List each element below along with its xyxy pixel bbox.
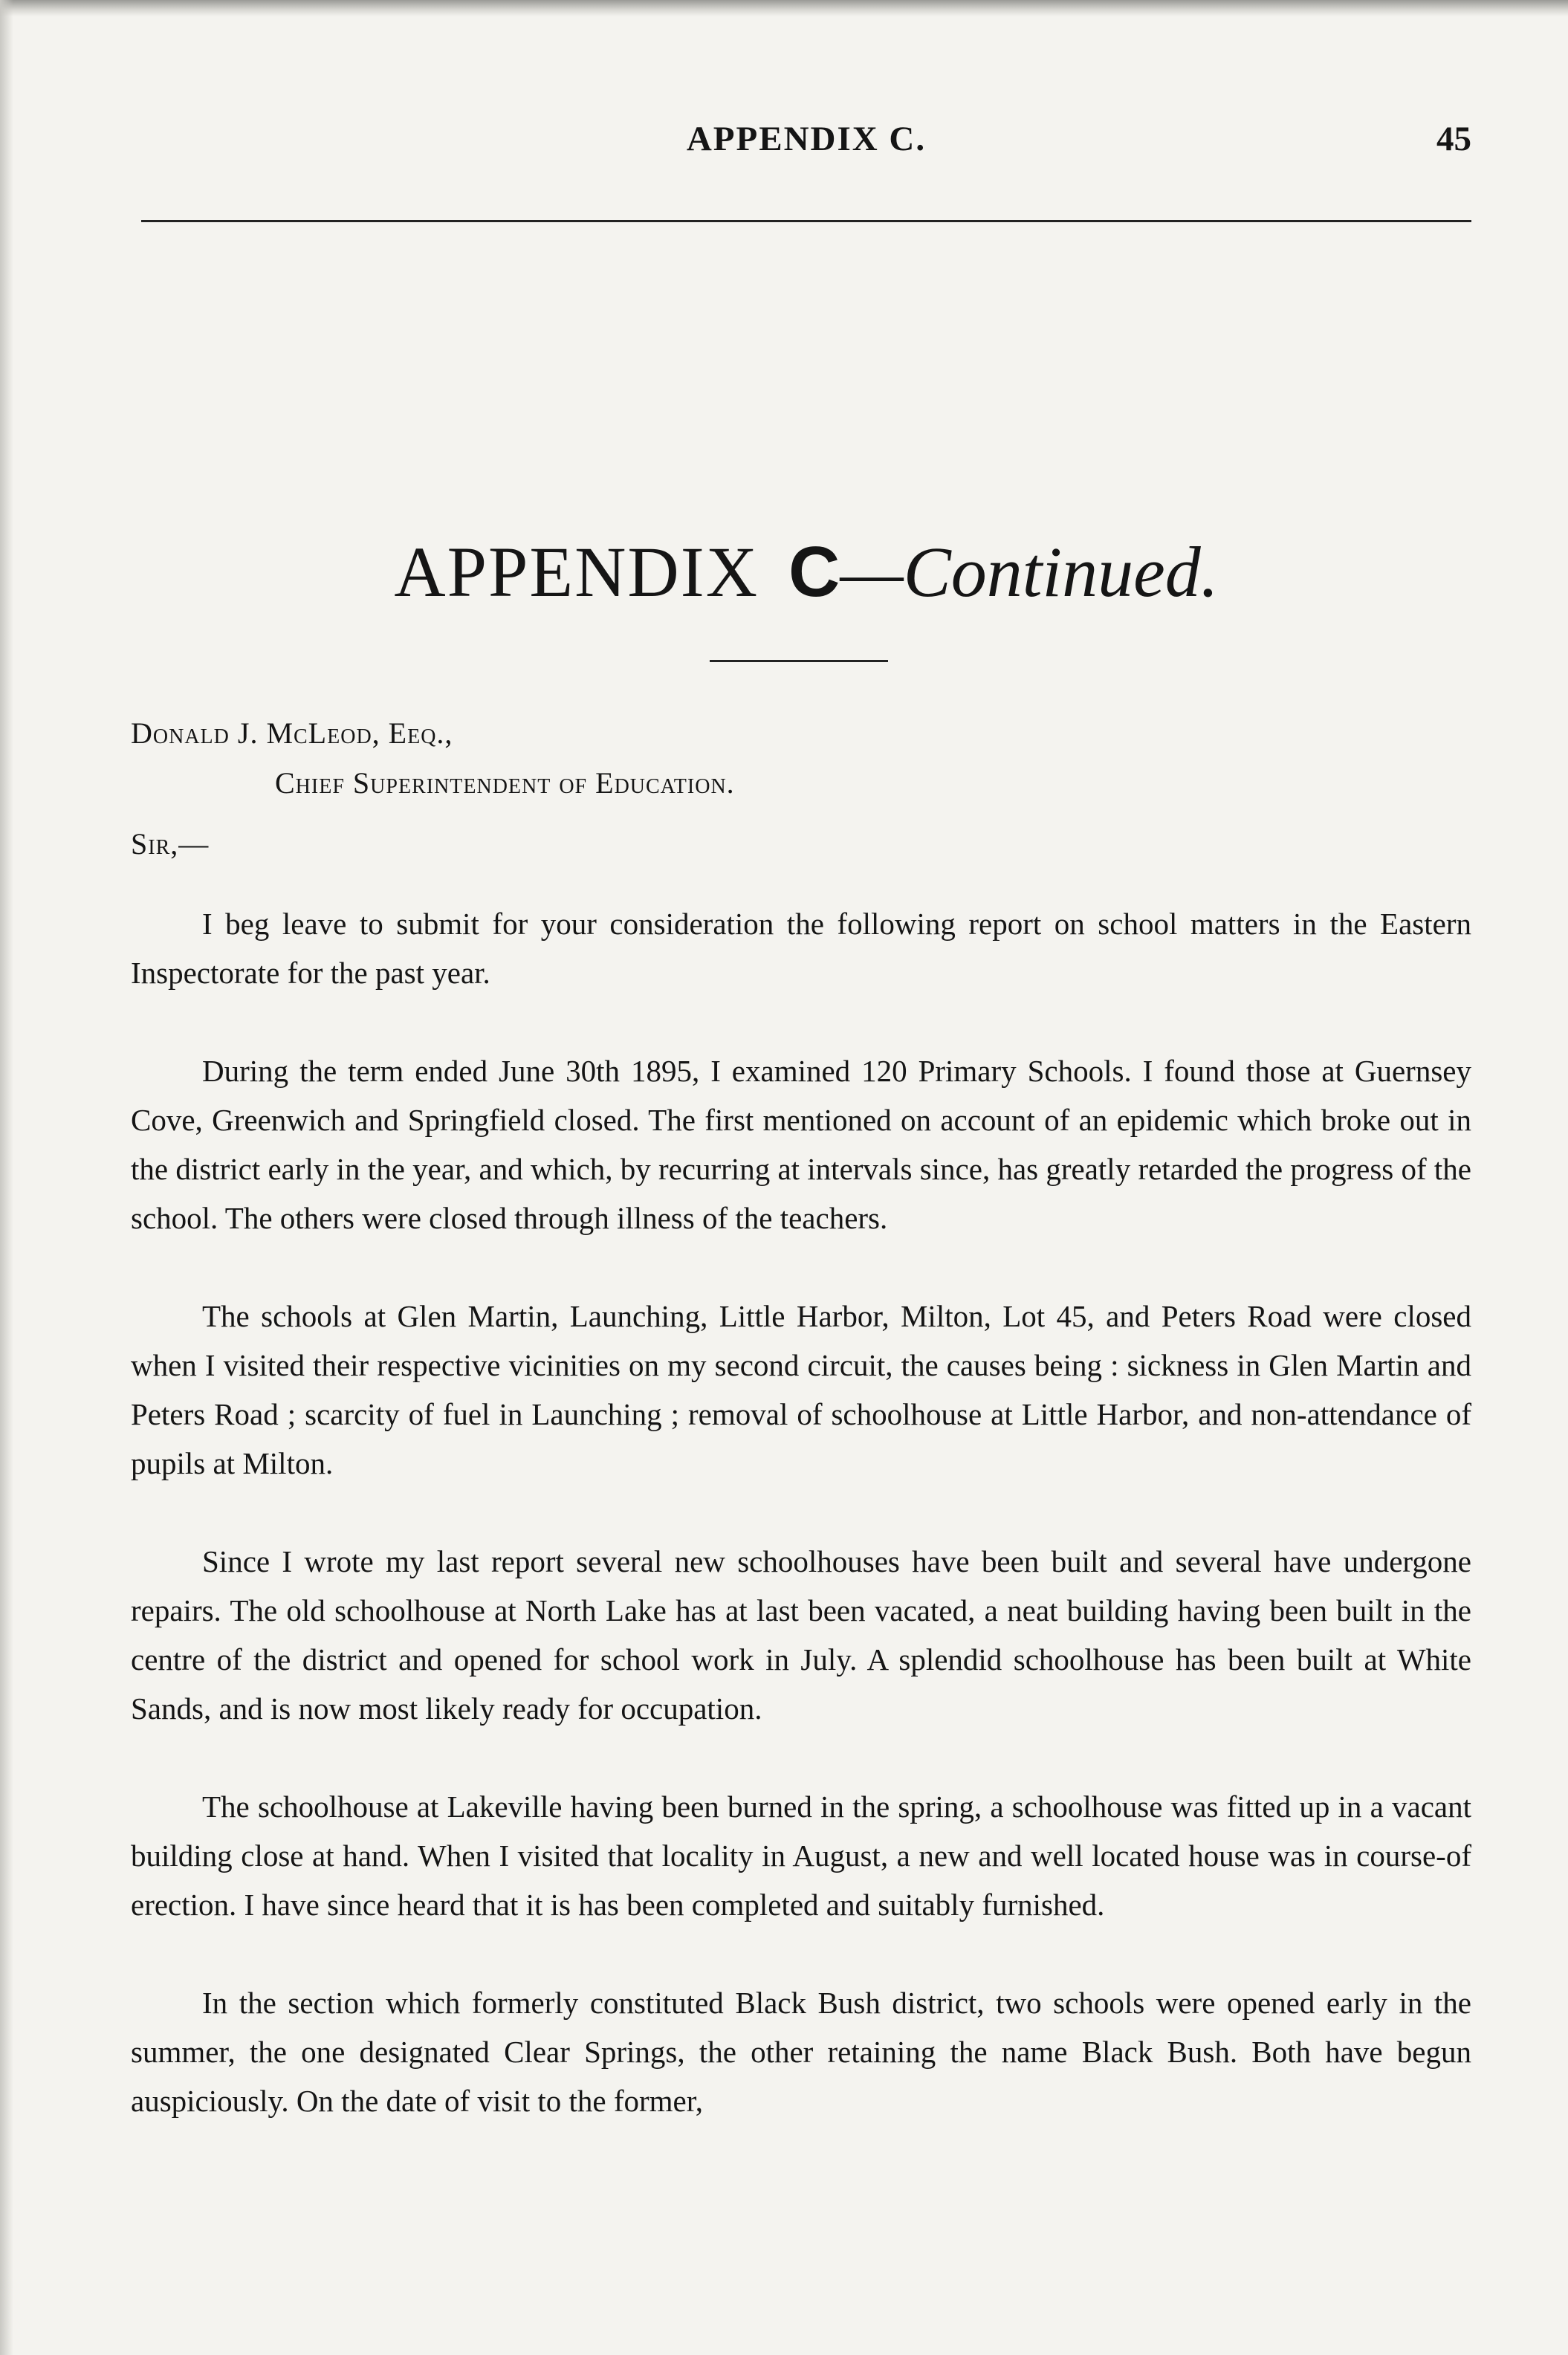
page-number: 45 (1436, 120, 1471, 158)
paragraph: I beg leave to submit for your consideration the following report on school matters in the Eastern Inspectorate for the past year. (131, 907, 1471, 990)
header-rule (141, 220, 1471, 222)
running-title: APPENDIX C. (686, 120, 927, 158)
addressee: Donald J. McLeod, Eeq., (131, 716, 453, 750)
running-header (141, 119, 1471, 171)
paragraph: The schoolhouse at Lakeville having been burned in the spring, a schoolhouse was fitted up in a vacant building close at hand. When I visited that locality in August, a new and well located house was in course-of erection. I have since heard that it is has been completed and suitably furnished. (131, 1789, 1471, 1922)
paragraph: During the term ended June 30th 1895, I examined 120 Primary Schools. I found those at Guernsey Cove, Greenwich and Springfield closed. The first mentioned on account of an epidemic which broke out in the district early in the year, and which, by recurring at intervals since, has greatly retarded the progress of the school. The others were closed through illness of the teachers. (131, 1054, 1471, 1235)
letter-body (131, 899, 1471, 2174)
salutation: Sir,— (131, 827, 210, 861)
section-title-letter: C (788, 532, 840, 612)
section-title (141, 531, 1471, 613)
addressee-office: Chief Superintendent of Education. (275, 766, 735, 800)
paragraph: Since I wrote my last report several new schoolhouses have been built and several have undergone repairs. The old schoolhouse at North Lake has at last been vacated, a neat building having been built in the centre of the district and opened for school work in July. A splendid schoolhouse has been built at White Sands, and is now most likely ready for occupation. (131, 1544, 1471, 1726)
section-title-continued: —Continued. (840, 532, 1219, 612)
paragraph: The schools at Glen Martin, Launching, Little Harbor, Milton, Lot 45, and Peters Road were closed when I visited their respective vicinities on my second circuit, the causes being : sickness in Glen Martin and Peters Road ; scarcity of fuel in Launching ; removal of schoolhouse at Little Harbor, and non-attendance of pupils at Milton. (131, 1299, 1471, 1480)
section-title-main: APPENDIX (394, 532, 759, 612)
paragraph: In the section which formerly constituted Black Bush district, two schools were opened early in the summer, the one designated Clear Springs, the other retaining the name Black Bush. Both have begun auspiciously. On the date of visit to the former, (131, 1986, 1471, 2118)
title-rule (710, 660, 888, 662)
scan-left-edge (0, 0, 13, 2355)
scan-top-edge (0, 0, 1568, 16)
